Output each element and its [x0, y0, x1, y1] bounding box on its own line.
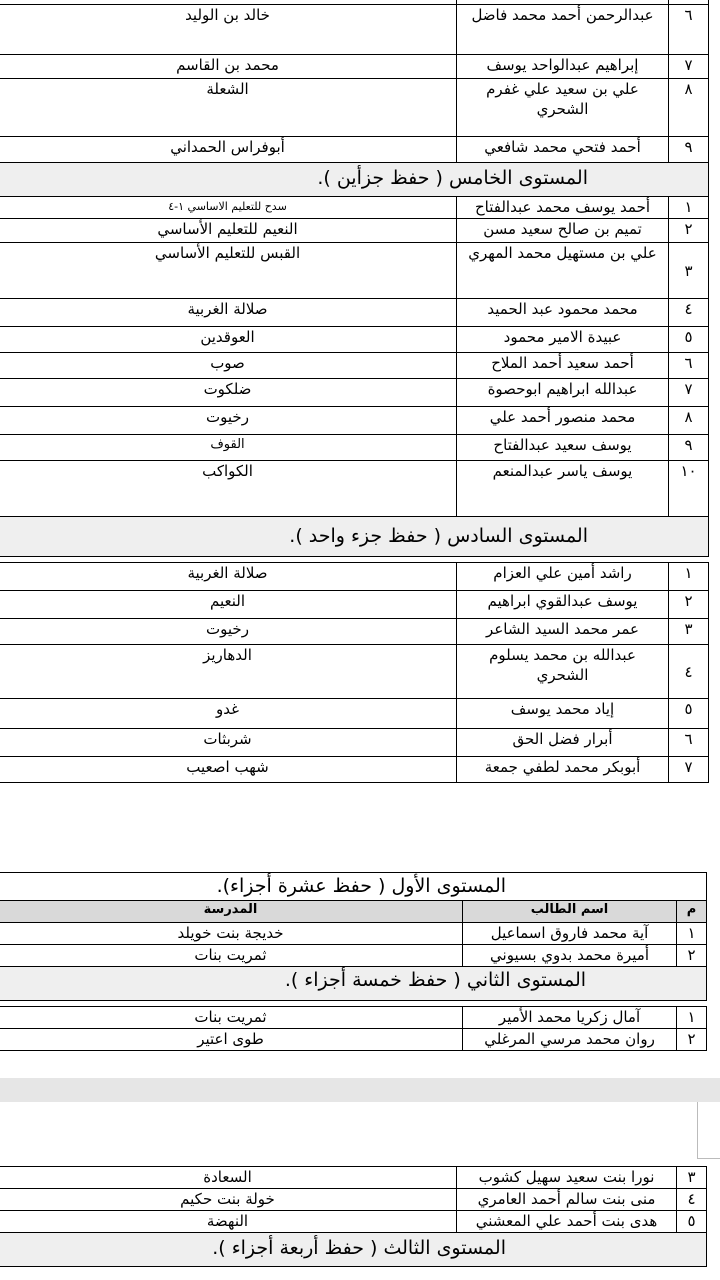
col-number-header: م	[677, 901, 707, 923]
school-name: خديجة بنت خويلد	[0, 923, 463, 945]
table-row: ٣ عمر محمد السيد الشاعر رخيوت	[0, 619, 709, 645]
student-name: عمر محمد السيد الشاعر	[457, 619, 669, 645]
student-name: عبدالرحمن أحمد محمد فاضل	[457, 5, 669, 55]
student-name: هدى بنت أحمد علي المعشني	[457, 1211, 677, 1233]
school-name: ثمريت بنات	[0, 945, 463, 967]
student-name: إياد محمد يوسف	[457, 699, 669, 729]
school-name: ضلكوت	[0, 379, 457, 407]
student-name: يوسف ياسر عبدالمنعم	[457, 461, 669, 517]
table-row: ٨ محمد منصور أحمد علي رخيوت	[0, 407, 709, 435]
table-row: ٩ يوسف سعيد عبدالفتاح القوف	[0, 435, 709, 461]
student-name: منى بنت سالم أحمد العامري	[457, 1189, 677, 1211]
column-header-row	[0, 901, 707, 923]
table-row: ٦ عبدالرحمن أحمد محمد فاضل خالد بن الوليد	[0, 5, 709, 55]
table-row: ٨ علي بن سعيد علي غفرم الشحري الشعلة	[0, 79, 709, 137]
school-name: القبس للتعليم الأساسي	[0, 243, 457, 299]
page-corner	[697, 1102, 720, 1159]
school-name: شهب اصعيب	[0, 757, 457, 783]
student-name: أحمد يوسف محمد عبدالفتاح	[457, 197, 669, 219]
table-row: ١ آمال زكريا محمد الأمير ثمريت بنات	[0, 1007, 707, 1029]
student-name: أميرة محمد بدوي بسيوني	[463, 945, 677, 967]
student-name: عبدالله بن محمد يسلوم الشحري	[457, 645, 669, 699]
table-row: ١ أحمد يوسف محمد عبدالفتاح سدح للتعليم الاساسي ١-٤	[0, 197, 709, 219]
table-row: ٥ عبيدة الامير محمود العوقدين	[0, 327, 709, 353]
table-row: ٢ أميرة محمد بدوي بسيوني ثمريت بنات	[0, 945, 707, 967]
school-name: خولة بنت حكيم	[0, 1189, 457, 1211]
table-row: ٢ يوسف عبدالقوي ابراهيم النعيم	[0, 591, 709, 619]
table-row: ٩ أحمد فتحي محمد شافعي أبوفراس الحمداني	[0, 137, 709, 163]
student-name: عبدالله ابراهيم ابوحصوة	[457, 379, 669, 407]
school-name: خالد بن الوليد	[0, 5, 457, 55]
student-name: محمد محمود عبد الحميد	[457, 299, 669, 327]
student-name: أحمد فتحي محمد شافعي	[457, 137, 669, 163]
school-name: محمد بن القاسم	[0, 55, 457, 79]
table-row: ٧ عبدالله ابراهيم ابوحصوة ضلكوت	[0, 379, 709, 407]
student-name: روان محمد مرسي المرغلي	[463, 1029, 677, 1051]
school-name: القوف	[0, 435, 457, 461]
school-name: صلالة الغربية	[0, 299, 457, 327]
page-break	[0, 1078, 720, 1102]
student-name: تميم بن صالح سعيد مسن	[457, 219, 669, 243]
table-row: ٢ تميم بن صالح سعيد مسن النعيم للتعليم الأساسي	[0, 219, 709, 243]
school-name: الشعلة	[0, 79, 457, 137]
school-name: رخيوت	[0, 407, 457, 435]
level-header: المستوى السادس ( حفظ جزء واحد ).	[0, 517, 709, 557]
student-name: أبوبكر محمد لطفي جمعة	[457, 757, 669, 783]
students-table-girls-continued	[0, 1166, 707, 1267]
table-row: ٦ أبرار فضل الحق شربثات	[0, 729, 709, 757]
table-row: ٢ روان محمد مرسي المرغلي طوى اعتير	[0, 1029, 707, 1051]
student-name: أحمد سعيد أحمد الملاح	[457, 353, 669, 379]
school-name: صوب	[0, 353, 457, 379]
student-name: أبرار فضل الحق	[457, 729, 669, 757]
table-row: ١ آية محمد فاروق اسماعيل خديجة بنت خويلد	[0, 923, 707, 945]
school-name: النعيم	[0, 591, 457, 619]
school-name: السعادة	[0, 1167, 457, 1189]
student-name: محمد منصور أحمد علي	[457, 407, 669, 435]
table-row: ٧ إبراهيم عبدالواحد يوسف محمد بن القاسم	[0, 55, 709, 79]
school-name: العوقدين	[0, 327, 457, 353]
col-name-header: اسم الطالب	[463, 901, 677, 923]
table-row: ٥ هدى بنت أحمد علي المعشني النهضة	[0, 1211, 707, 1233]
table-row: ٧ أبوبكر محمد لطفي جمعة شهب اصعيب	[0, 757, 709, 783]
school-name: الكواكب	[0, 461, 457, 517]
level-header: المستوى الأول ( حفظ عشرة أجزاء).	[0, 873, 707, 901]
table-row: ٣ نورا بنت سعيد سهيل كشوب السعادة	[0, 1167, 707, 1189]
table-row: ٥ إياد محمد يوسف غدو	[0, 699, 709, 729]
school-name: طوى اعتير	[0, 1029, 463, 1051]
level-header: المستوى الثاني ( حفظ خمسة أجزاء ).	[0, 967, 707, 1001]
student-name: آية محمد فاروق اسماعيل	[463, 923, 677, 945]
student-name: راشد أمين علي العزام	[457, 563, 669, 591]
school-name: النهضة	[0, 1211, 457, 1233]
student-name: إبراهيم عبدالواحد يوسف	[457, 55, 669, 79]
col-school-header: المدرسة	[0, 901, 463, 923]
student-name: نورا بنت سعيد سهيل كشوب	[457, 1167, 677, 1189]
table-row: ١٠ يوسف ياسر عبدالمنعم الكواكب	[0, 461, 709, 517]
table-row: ٣ علي بن مستهيل محمد المهري القبس للتعليم الأساسي	[0, 243, 709, 299]
table-row: ٤ منى بنت سالم أحمد العامري خولة بنت حكيم	[0, 1189, 707, 1211]
table-row: ١ راشد أمين علي العزام صلالة الغربية	[0, 563, 709, 591]
table-row: ٤ محمد محمود عبد الحميد صلالة الغربية	[0, 299, 709, 327]
student-name: علي بن سعيد علي غفرم الشحري	[457, 79, 669, 137]
table-row: ٤ عبدالله بن محمد يسلوم الشحري الدهاريز	[0, 645, 709, 699]
student-name: علي بن مستهيل محمد المهري	[457, 243, 669, 299]
school-name: صلالة الغربية	[0, 563, 457, 591]
school-name: النعيم للتعليم الأساسي	[0, 219, 457, 243]
school-name: الدهاريز	[0, 645, 457, 699]
school-name: غدو	[0, 699, 457, 729]
school-name: سدح للتعليم الاساسي ١-٤	[0, 197, 457, 219]
student-name: عبيدة الامير محمود	[457, 327, 669, 353]
student-name: يوسف سعيد عبدالفتاح	[457, 435, 669, 461]
students-table-girls	[0, 872, 707, 1051]
school-name: شربثات	[0, 729, 457, 757]
school-name: أبوفراس الحمداني	[0, 137, 457, 163]
table-row: ٦ أحمد سعيد أحمد الملاح صوب	[0, 353, 709, 379]
level-header: المستوى الثالث ( حفظ أربعة أجزاء ).	[0, 1233, 707, 1267]
student-name: آمال زكريا محمد الأمير	[463, 1007, 677, 1029]
school-name: ثمريت بنات	[0, 1007, 463, 1029]
school-name: رخيوت	[0, 619, 457, 645]
student-name: يوسف عبدالقوي ابراهيم	[457, 591, 669, 619]
level-header: المستوى الخامس ( حفظ جزأين ).	[0, 163, 709, 197]
